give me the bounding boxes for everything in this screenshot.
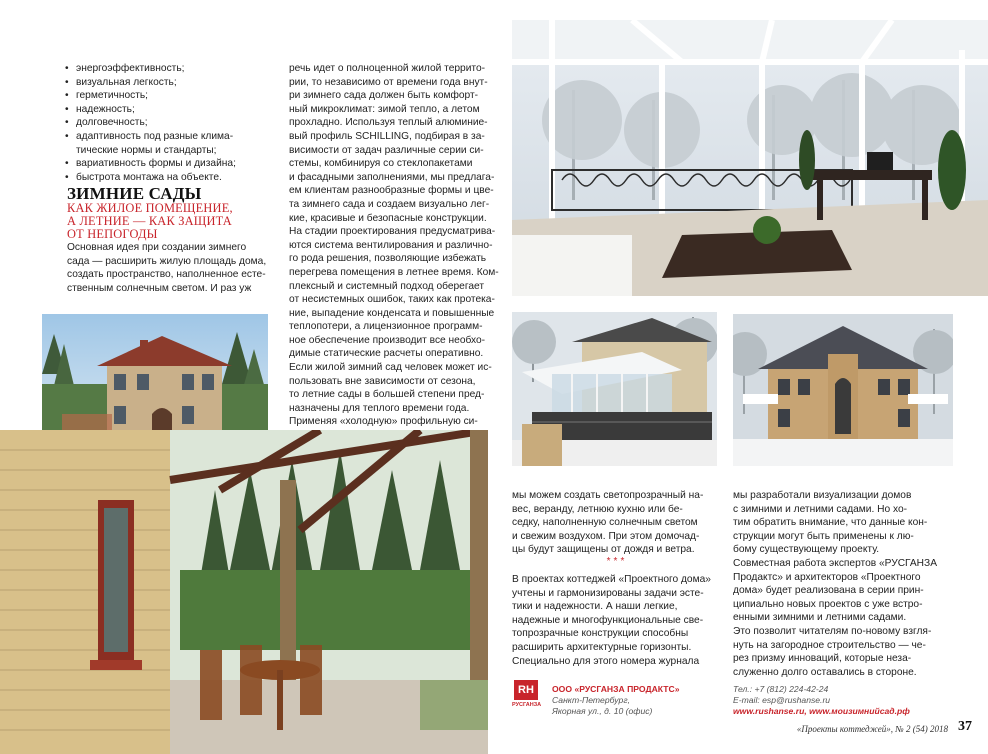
company-city: Санкт-Петербург, xyxy=(552,694,630,705)
article-column-1: Основная идея при создании зимнего сада — расширить жилую площадь дома, создать пространство, наполненное есте- ственным солнечным светом. И раз уж xyxy=(67,242,267,294)
summer-veranda-photo xyxy=(0,430,488,754)
article-column-2: речь идет о полноценной жилой террито- рии, то независимо от времени года внут- ри зимнего сада должен быть комфорт- ный микроклимат: зимой тепло, а летом прохладно. Используя теплый алюминие- вый профиль SCHILLING, подбирая в за- висимости от задач различные серии си- стемы, комбинируя со стеклопакетами и фасадными заполнениями, мы предлага- ем клиентам разнообразные формы и цве- та зимнего сада и создаем визуально лег- кие, красивые и безопасные конструкции. На стадии проектирования предусматрива- ются система вентилирования и различно- го рода решения, позволяющие избежать перегрева помещения в летнее время. Ком- плексный и системный подход оберегает от несистемных ошибок, таких как протека- ние, выпадение конденсата и повышенные теплопотери, а лицензионное программ- ное обеспечение производит все необхо- димые статические расчеты оперативно. Если жилой зимний сад человек может ис- пользовать вне зависимости от сезона, то летние сады в большей степени пред- назначены для теплого времени года. Применяя «холодную» профильную си- xyxy=(289,63,499,428)
advantages-list xyxy=(60,62,270,184)
list-item: • герметичность; xyxy=(60,89,270,103)
list-item: • быстрота монтажа на объекте. xyxy=(60,171,270,185)
glass-veranda-photo xyxy=(512,312,717,466)
logo-mark: RH xyxy=(514,680,538,700)
magazine-credit: «Проекты коттеджей», № 2 (54) 2018 xyxy=(796,724,948,734)
article-column-4: мы разработали визуализации домов с зимними и летними садами. Но хо- тим обратить внимание, что данные кон- струкции могут быть применены к лю- бому существующему проекту. Совместная работа экспертов «РУСГАНЗА Продактс» и архитекторов «Проектного дома» будет реализована в серии прин- ципиально новых проектов с уже встро- енными зимними и летними садами. Это позволит читателям по-новому взгля- нуть на загородное строительство — че- рез призму инноваций, которые неза- служенно долго оставались в стороне. xyxy=(733,490,937,678)
logo-caption: РУСГАНЗА xyxy=(512,702,542,708)
list-item: • адаптивность под разные клима- тические нормы и стандарты; xyxy=(60,130,270,157)
manor-house-photo xyxy=(733,314,953,466)
winter-garden-interior-photo xyxy=(512,20,988,296)
list-item: • визуальная легкость; xyxy=(60,76,270,90)
company-name: ООО «РУСГАНЗА ПРОДАКТС» xyxy=(552,684,680,694)
website-links[interactable]: www.rushanse.ru, www.моизимнийсад.рф xyxy=(733,705,910,716)
contact-info xyxy=(733,684,953,716)
list-item: • долговечность; xyxy=(60,116,270,130)
section-divider-stars: *** xyxy=(606,556,628,567)
list-item: • вариативность формы и дизайна; xyxy=(60,157,270,171)
company-address: Якорная ул., д. 10 (офис) xyxy=(552,705,653,716)
article-column-3-continued: В проектах коттеджей «Проектного дома» учтены и гармонизированы задачи эсте- тики и надежности. А наши легкие, надежные и многофункциональные све- топрозрачные конструкции способны расширить архитектурные горизонты. Специально для этого номера журнала xyxy=(512,574,711,667)
phone: Тел.: +7 (812) 224-42-24 xyxy=(733,684,829,694)
company-info xyxy=(552,684,722,716)
list-item: • надежность; xyxy=(60,103,270,117)
list-item: • энергоэффективность; xyxy=(60,62,270,76)
section-title: ЗИМНИЕ САДЫ xyxy=(67,184,202,203)
page-number: 37 xyxy=(958,719,972,734)
article-column-3: мы можем создать светопрозрачный на- вес, веранду, летнюю кухню или бе- седку, наполненную солнечным светом и свежим воздухом. При этом домочад- цы будут защищены от дождя и ветра. xyxy=(512,490,704,556)
email-link[interactable]: E-mail: esp@rushanse.ru xyxy=(733,694,831,705)
section-subtitle: КАК ЖИЛОЕ ПОМЕЩЕНИЕ, А ЛЕТНИЕ — КАК ЗАЩИТА ОТ НЕПОГОДЫ xyxy=(67,201,233,241)
company-logo xyxy=(512,680,540,712)
